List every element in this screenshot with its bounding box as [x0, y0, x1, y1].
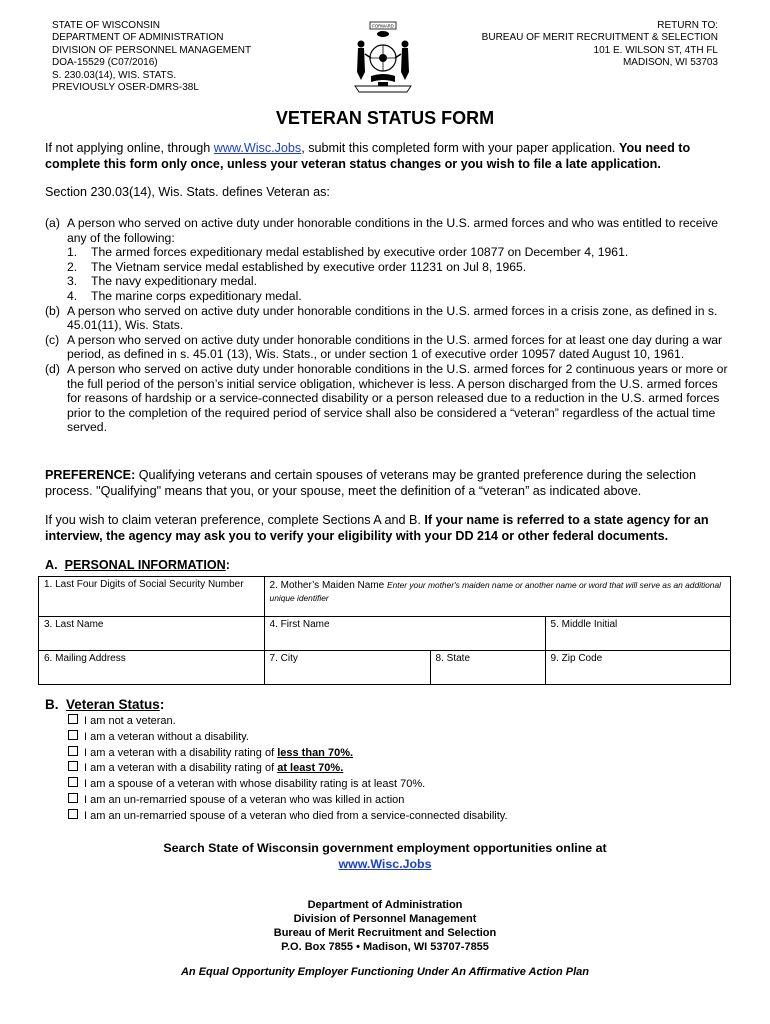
status-option[interactable]: I am a veteran with a disability rating of at least 70%. [68, 761, 508, 777]
address-line: P.O. Box 7855 • Madison, WI 53707-7855 [281, 941, 489, 953]
mailing-address-block [0, 898, 770, 954]
definition-label: (c) [45, 332, 60, 347]
checkbox[interactable] [68, 793, 78, 803]
mailing-address-field[interactable]: 6. Mailing Address [39, 651, 265, 685]
intro-bold-text: You need to complete this form only once, unless your veteran status changes or you wish to file a late application. [45, 141, 691, 171]
definition-label: (a) [45, 216, 60, 230]
list-item: 4. The marine corps expeditionary medal. [67, 288, 302, 303]
preference-paragraph [45, 468, 725, 499]
return-address [482, 20, 718, 70]
header-line: STATE OF WISCONSIN [52, 20, 160, 31]
definition-label: (b) [45, 303, 60, 318]
checkbox[interactable] [68, 746, 78, 756]
header-line: BUREAU OF MERIT RECRUITMENT & SELECTION [481, 32, 718, 44]
claim-bold-text: If your name is referred to a state agency for an interview, the agency may ask you to verify your eligibility with your DD 214 or other federal documents. [45, 513, 709, 543]
wisc-jobs-footer-link[interactable]: www.Wisc.Jobs [338, 857, 432, 871]
statute-reference: S. 230.03(14), WIS. STATS. [52, 69, 177, 81]
section-b-title: B. Veteran Status: [45, 697, 165, 712]
middle-initial-field[interactable]: 5. Middle Initial [545, 617, 730, 651]
list-item: 1. The armed forces expeditionary medal established by executive order 10877 on December 4, 1961. [67, 245, 629, 260]
status-option[interactable]: I am a veteran without a disability. [68, 730, 508, 746]
header-line: 101 E. WILSON ST, 4TH FL [593, 44, 718, 56]
section-a-title: A. PERSONAL INFORMATION: [45, 558, 230, 572]
definition-text: A person who served on active duty under honorable conditions in the U.S. armed forces for at least one day during a war period, as defined in s. 45.01 (13), Wis. Stats., or under section 1 of executive order 10957 dated August 10, 1961. [67, 332, 723, 362]
return-to-label: RETURN TO: [657, 20, 718, 31]
checkbox[interactable] [68, 777, 78, 787]
header-line: DEPARTMENT OF ADMINISTRATION [52, 32, 224, 44]
status-option[interactable]: I am a spouse of a veteran with whose disability rating is at least 70%. [68, 777, 508, 793]
checkbox[interactable] [68, 761, 78, 771]
form-number: DOA-15529 (C07/2016) [52, 57, 158, 69]
address-line: Bureau of Merit Recruitment and Selection [273, 927, 497, 939]
definition-text: A person who served on active duty under honorable conditions in the U.S. armed forces and who was entitled to receive any of the following: [67, 216, 719, 245]
form-title: VETERAN STATUS FORM [275, 108, 495, 128]
header-line: MADISON, WI 53703 [622, 57, 718, 69]
first-name-field[interactable]: 4. First Name [264, 617, 545, 651]
section-definition: Section 230.03(14), Wis. Stats. defines Veteran as: [45, 185, 330, 199]
status-option[interactable]: I am a veteran with a disability rating of less than 70%. [68, 746, 508, 762]
definition-b [45, 304, 735, 333]
eeo-statement: An Equal Opportunity Employer Functioning Under An Affirmative Action Plan [180, 966, 590, 978]
previous-form-number: PREVIOUSLY OSER-DMRS-38L [52, 82, 199, 94]
medal-list [67, 245, 735, 303]
agency-header [52, 20, 251, 94]
address-line: Division of Personnel Management [293, 913, 477, 925]
checkbox[interactable] [68, 714, 78, 724]
intro-paragraph [45, 141, 725, 172]
search-jobs-notice [0, 840, 770, 872]
definition-c [45, 333, 735, 362]
wisc-jobs-link[interactable]: www.Wisc.Jobs [213, 141, 302, 155]
header-line: DIVISION OF PERSONNEL MANAGEMENT [52, 44, 252, 56]
intro-text: , submit this completed form with your paper application. [301, 141, 620, 155]
intro-text: If not applying online, through [45, 141, 214, 155]
definition-text: A person who served on active duty under honorable conditions in the U.S. armed forces for 2 continuous years or more or the full period of the person’s initial service obligation, whichever is less. A person discharged from the U.S. armed forces for reasons of hardship or a service-connected disability or a person released due to a reduction in the U.S. armed forces prior to the completion of the required period of service shall also be considered a “veteran” regardless of the actual time served. [67, 361, 728, 435]
seal-motto: FORWARD [372, 23, 394, 29]
checkbox[interactable] [68, 809, 78, 819]
status-option[interactable]: I am an un-remarried spouse of a veteran who was killed in action [68, 793, 508, 809]
veteran-status-options [68, 714, 508, 825]
address-line: Department of Administration [307, 899, 463, 911]
zip-code-field[interactable]: 9. Zip Code [545, 651, 730, 685]
last-name-field[interactable]: 3. Last Name [39, 617, 265, 651]
status-option[interactable]: I am an un-remarried spouse of a veteran who died from a service-connected disability. [68, 809, 508, 825]
claim-paragraph [45, 513, 725, 544]
definition-label: (d) [45, 361, 60, 376]
list-item: 3. The navy expeditionary medal. [67, 274, 257, 289]
state-field[interactable]: 8. State [430, 651, 545, 685]
search-text: Search State of Wisconsin government employment opportunities online at [163, 841, 607, 855]
city-field[interactable]: 7. City [264, 651, 430, 685]
claim-text: If you wish to claim veteran preference, complete Sections A and B. [45, 513, 425, 527]
preference-text: Qualifying veterans and certain spouses of veterans may be granted preference during the selection process. "Qualifying" means that you, or your spouse, meet the definition of a “veteran” as indicated above. [45, 468, 697, 498]
personal-information-table [38, 576, 731, 685]
definition-text: A person who served on active duty under honorable conditions in the U.S. armed forces in a crisis zone, as defined in s. 45.01(11), Wis. Stats. [67, 303, 718, 333]
status-option[interactable]: I am not a veteran. [68, 714, 508, 730]
definition-d [45, 362, 735, 435]
veteran-definitions [45, 216, 735, 435]
wisconsin-seal-icon [350, 20, 416, 96]
checkbox[interactable] [68, 730, 78, 740]
maiden-name-field[interactable]: 2. Mother’s Maiden Name Enter your mother's maiden name or another name or word that will serve as an additional unique identifier [264, 577, 730, 617]
preference-label: PREFERENCE: [45, 468, 136, 482]
ssn-field[interactable]: 1. Last Four Digits of Social Security Number [39, 577, 265, 617]
list-item: 2. The Vietnam service medal established by executive order 11231 on Jul 8, 1965. [67, 259, 527, 274]
definition-a [45, 216, 735, 304]
